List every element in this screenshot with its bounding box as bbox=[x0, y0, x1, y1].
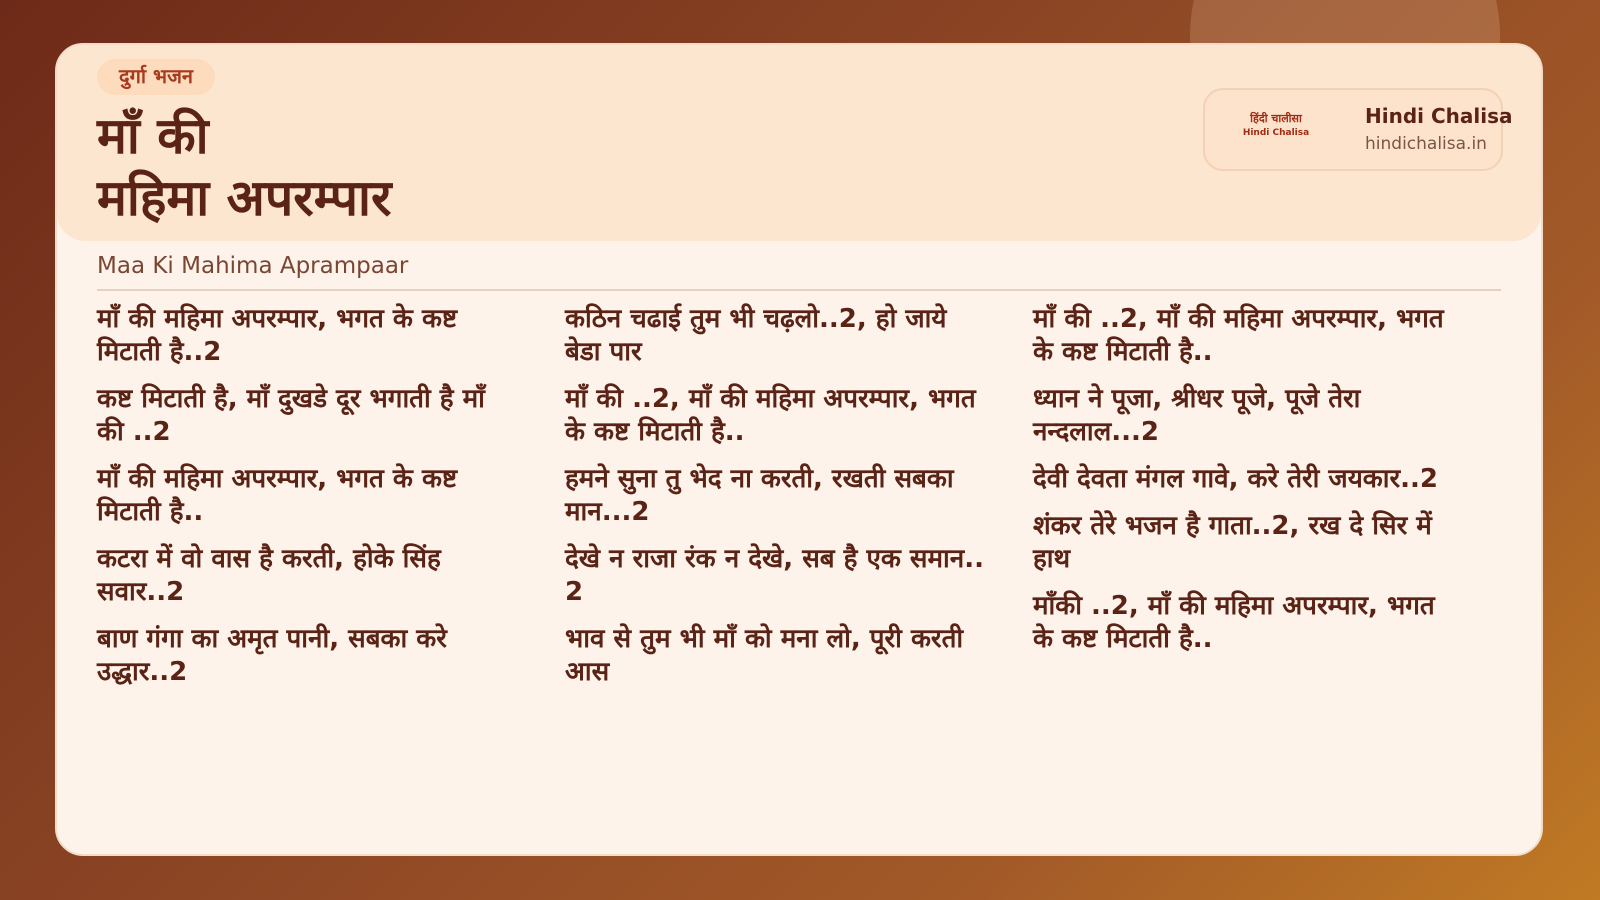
verse: बाण गंगा का अमृत पानी, सबका करे उद्धार..2 bbox=[97, 624, 447, 687]
title-line: माँ की bbox=[97, 107, 209, 165]
verse: हमने सुना तु भेद ना करती, रखती सबका मान...2 bbox=[565, 464, 954, 527]
brand-name: Hindi Chalisa bbox=[1365, 104, 1513, 128]
verse: शंकर तेरे भजन है गाता..2, रख दे सिर में हाथ bbox=[1033, 511, 1432, 574]
verse: ध्यान ने पूजा, श्रीधर पूजे, पूजे तेरा नन्दलाल...2 bbox=[1033, 384, 1361, 447]
verse: कष्ट मिटाती है, माँ दुखडे दूर भगाती है माँ की ..2 bbox=[97, 384, 485, 447]
verse: कठिन चढाई तुम भी चढ़लो..2, हो जाये बेडा पार bbox=[565, 304, 947, 367]
verse: कटरा में वो वास है करती, होके सिंह सवार..2 bbox=[97, 544, 441, 607]
verse: माँ की ..2, माँ की महिमा अपरम्पार, भगत के कष्ट मिटाती है.. bbox=[1033, 304, 1444, 367]
brand-logo bbox=[1221, 112, 1331, 148]
verse: माँ की ..2, माँ की महिमा अपरम्पार, भगत के कष्ट मिटाती है.. bbox=[565, 384, 976, 447]
verse: माँकी ..2, माँ की महिमा अपरम्पार, भगत के कष्ट मिटाती है.. bbox=[1033, 591, 1435, 654]
verse: माँ की महिमा अपरम्पार, भगत के कष्ट मिटाती है.. bbox=[97, 464, 458, 527]
lyrics-column-1 bbox=[97, 303, 517, 703]
verse: देवी देवता मंगल गावे, करे तेरी जयकार..2 bbox=[1033, 464, 1438, 494]
divider bbox=[97, 289, 1501, 291]
header bbox=[57, 45, 1541, 241]
logo-english: Hindi Chalisa bbox=[1242, 128, 1310, 138]
brand-badge[interactable] bbox=[1203, 88, 1513, 171]
brand-url[interactable]: hindichalisa.in bbox=[1365, 134, 1487, 154]
logo-hindi: हिंदी चालीसा bbox=[1250, 112, 1302, 125]
category-tag: दुर्गा भजन bbox=[97, 59, 215, 95]
lyrics-column-3 bbox=[1033, 303, 1453, 670]
verse: भाव से तुम भी माँ को मना लो, पूरी करती आस bbox=[565, 624, 964, 687]
subtitle: Maa Ki Mahima Aprampaar bbox=[97, 253, 409, 279]
verse: देखे न राजा रंक न देखे, सब है एक समान.. 2 bbox=[565, 544, 984, 607]
verse: माँ की महिमा अपरम्पार, भगत के कष्ट मिटाती है..2 bbox=[97, 304, 458, 367]
lyrics-card bbox=[55, 43, 1543, 856]
title-line: महिमा अपरम्पार bbox=[97, 169, 392, 227]
page-title bbox=[97, 105, 391, 229]
lyrics-column-2 bbox=[565, 303, 985, 703]
